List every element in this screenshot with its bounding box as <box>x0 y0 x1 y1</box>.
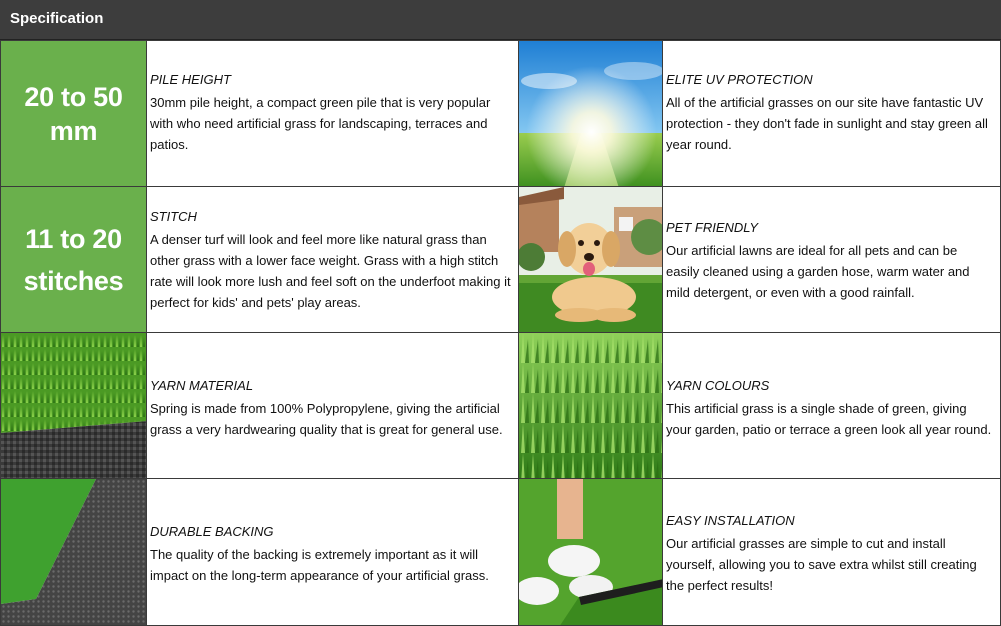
pile-height-value: 20 to 50 mm <box>24 81 123 146</box>
pet-friendly-body: Our artificial lawns are ideal for all pets and can be easily cleaned using a garden hose, warm water and mild detergent, or even with a good rainfall. <box>666 243 970 300</box>
stitch-body: A denser turf will look and feel more like natural grass than other grass with a lower face weight. Grass with a high stitch rate will look more lush and feel soft on the underfoot making it perfect for kids' and pets' play areas. <box>150 232 511 310</box>
turf-backing-image <box>0 478 147 626</box>
easy-installation-title: EASY INSTALLATION <box>666 513 795 528</box>
durable-backing-body: The quality of the backing is extremely important as it will impact on the long-term appearance of your artificial grass. <box>150 547 489 583</box>
yarn-colours-body: This artificial grass is a single shade of green, giving your garden, patio or terrace a green look all year round. <box>666 401 992 437</box>
gloved-installation-image <box>518 478 663 626</box>
grass-closeup-image <box>518 332 663 479</box>
pile-height-title: PILE HEIGHT <box>150 72 231 87</box>
pile-height-body: 30mm pile height, a compact green pile that is very popular with who need artificial grass for landscaping, terraces and patios. <box>150 95 491 152</box>
spec-grid <box>0 40 1001 626</box>
uv-protection-cell <box>662 40 1001 187</box>
yarn-colours-title: YARN COLOURS <box>666 378 770 393</box>
pile-height-badge <box>0 40 147 187</box>
yarn-material-title: YARN MATERIAL <box>150 378 254 393</box>
header-bar <box>0 0 1001 40</box>
stitch-badge <box>0 186 147 333</box>
durable-backing-cell <box>146 478 519 626</box>
uv-protection-body: All of the artificial grasses on our site have fantastic UV protection - they don't fade in sunlight and stay green all year round. <box>666 95 988 152</box>
header-title: Specification <box>10 10 104 27</box>
easy-installation-body: Our artificial grasses are simple to cut and install yourself, allowing you to save extra whilst still creating the perfect results! <box>666 536 977 593</box>
dog-on-lawn-image <box>518 186 663 333</box>
sunny-lawn-image <box>518 40 663 187</box>
easy-installation-cell <box>662 478 1001 626</box>
stitch-cell <box>146 186 519 333</box>
turf-sample-image <box>0 332 147 479</box>
uv-protection-title: ELITE UV PROTECTION <box>666 72 813 87</box>
pet-friendly-title: PET FRIENDLY <box>666 220 758 235</box>
yarn-material-body: Spring is made from 100% Polypropylene, giving the artificial grass a very hardwearing quality that is great for general use. <box>150 401 503 437</box>
pile-height-cell <box>146 40 519 187</box>
stitch-title: STITCH <box>150 209 197 224</box>
stitch-value: 11 to 20 stitches <box>23 223 124 296</box>
durable-backing-title: DURABLE BACKING <box>150 524 274 539</box>
pet-friendly-cell <box>662 186 1001 333</box>
yarn-material-cell <box>146 332 519 479</box>
yarn-colours-cell <box>662 332 1001 479</box>
